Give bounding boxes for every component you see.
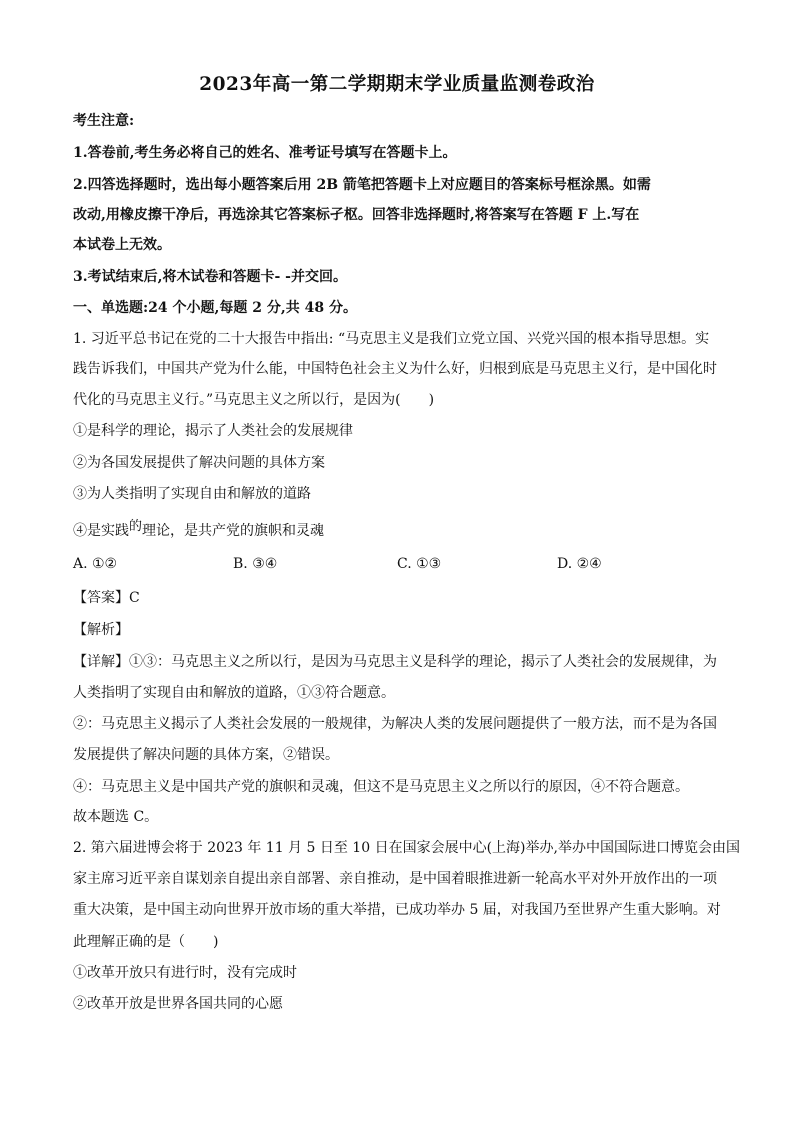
option-c: C. ①③ xyxy=(397,556,442,572)
question-2-stem: 家主席习近平亲自谋划亲自提出亲自部署、亲自推动，是中国着眼推进新一轮高水平对外开放作出的一项 xyxy=(73,871,717,887)
detail-line: 人类指明了实现自由和解放的道路，①③符合题意。 xyxy=(73,685,395,701)
notice-item: 本试卷上无效。 xyxy=(73,237,171,253)
detail-line xyxy=(73,651,733,671)
question-2-stem: 2. 第六届进博会将于 2023 年 11 月 5 日至 10 日在国家会展中心(上海)举办,举办中国国际进口博览会由国 xyxy=(73,840,740,856)
notice-item: 改动,用橡皮擦干净后，再选涂其它答案标孑枢。回答非选择题时,将答案写在答题 F 上.写在 xyxy=(73,207,640,223)
detail-tag: 【详解】 xyxy=(73,654,129,670)
detail-line: 故本题选 C。 xyxy=(73,809,159,825)
question-2-choice: ②改革开放是世界各国共同的心愿 xyxy=(73,996,283,1012)
analysis-tag: 【解析】 xyxy=(73,622,129,638)
question-1-stem: 代化的马克思主义行。”马克思主义之所以行，是因为( ) xyxy=(73,392,435,408)
question-1-choice: ①是科学的理论，揭示了人类社会的发展规律 xyxy=(73,423,353,439)
question-1-choice: ②为各国发展提供了解决问题的具体方案 xyxy=(73,455,325,471)
question-2-stem: 此理解正确的是（ ) xyxy=(73,934,219,950)
notice-item: 1.答卷前,考生务必将自己的姓名、准考证号填写在答题卡上。 xyxy=(73,145,457,161)
question-1-stem: 1. 习近平总书记在党的二十大报告中指出: “马克思主义是我们立党立国、兴党兴国的根本指导思想。实 xyxy=(73,331,710,347)
question-1-stem: 践告诉我们，中国共产党为什么能，中国特色社会主义为什么好，归根到底是马克思主义行，是中国化时 xyxy=(73,361,717,377)
detail-text: ①③：马克思主义之所以行，是因为马克思主义是科学的理论，揭示了人类社会的发展规律，为 xyxy=(129,654,717,670)
question-2-stem: 重大决策，是中国主动向世界开放市场的重大举措，已成功举办 5 届，对我国乃至世界产生重大影响。对 xyxy=(73,902,721,918)
page-title: 2023年高一第二学期期末学业质量监测卷政治 xyxy=(199,74,595,95)
detail-line: ②：马克思主义揭示了人类社会发展的一般规律，为解决人类的发展问题提供了一般方法，而不是为各国 xyxy=(73,716,717,732)
detail-line: ④：马克思主义是中国共产党的旗帜和灵魂，但这不是马克思主义之所以行的原因，④不符合题意。 xyxy=(73,779,689,795)
option-d: D. ②④ xyxy=(557,556,602,572)
choice-text: 理论，是共产党的旗帜和灵魂 xyxy=(142,523,325,539)
notice-item: 2.四答选择题时，选出每小题答案后用 2B 箭笔把答题卡上对应题目的答案标号框涂黑。如需 xyxy=(73,177,651,193)
option-b: B. ③④ xyxy=(233,556,278,572)
question-1-choice: ③为人类指明了实现自由和解放的道路 xyxy=(73,486,311,502)
notice-heading: 考生注意: xyxy=(73,113,135,129)
option-a: A. ①② xyxy=(73,556,118,572)
question-2-choice: ①改革开放只有进行时，没有完成时 xyxy=(73,965,297,981)
choice-text: ④是实践 xyxy=(73,523,129,539)
choice-superscript: 的 xyxy=(129,519,143,534)
question-1-choice xyxy=(73,520,733,540)
detail-line: 发展提供了解决问题的具体方案，②错误。 xyxy=(73,747,339,763)
notice-item: 3.考试结束后,将木试卷和答题卡- -并交回。 xyxy=(73,269,347,285)
section-heading: 一、单选题:24 个小题,每题 2 分,共 48 分。 xyxy=(73,300,357,316)
answer-line: 【答案】C xyxy=(73,590,140,606)
